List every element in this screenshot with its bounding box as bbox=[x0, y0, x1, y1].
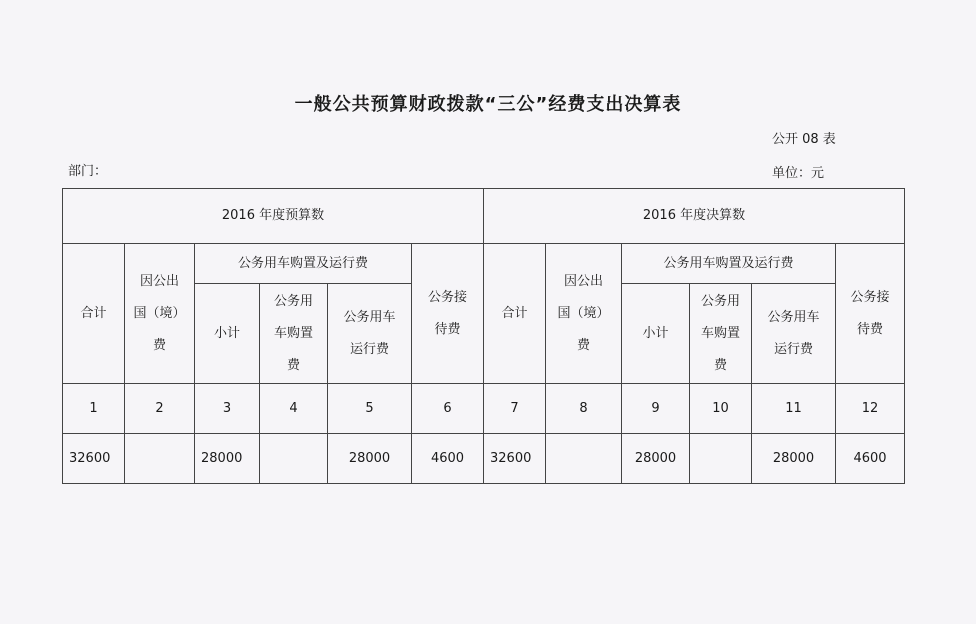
budget-col-reception bbox=[412, 244, 484, 384]
header-line: 运行费 bbox=[773, 341, 813, 357]
value-cell bbox=[125, 434, 195, 484]
actual-col-vehicle-purchase bbox=[690, 284, 752, 384]
header-line: 费 bbox=[286, 357, 300, 373]
budget-col-total: 合计 bbox=[63, 244, 125, 384]
budget-year-header: 2016 年度预算数 bbox=[63, 189, 484, 244]
header-line: 费 bbox=[713, 357, 727, 373]
column-number: 8 bbox=[546, 384, 622, 434]
column-number: 9 bbox=[622, 384, 690, 434]
value-cell: 28000 bbox=[752, 434, 836, 484]
column-number-row bbox=[63, 384, 905, 434]
header-line: 费 bbox=[576, 337, 590, 353]
column-number: 7 bbox=[484, 384, 546, 434]
department-label: 部门： bbox=[68, 164, 108, 179]
data-row bbox=[63, 434, 905, 484]
form-code: 公开 08 表 bbox=[772, 132, 836, 147]
header-line: 公务用 bbox=[273, 293, 313, 309]
actual-year-header: 2016 年度决算数 bbox=[484, 189, 905, 244]
column-number: 12 bbox=[836, 384, 905, 434]
value-cell: 4600 bbox=[836, 434, 905, 484]
header-line: 待费 bbox=[856, 321, 883, 337]
header-line: 因公出 bbox=[139, 273, 179, 289]
budget-col-vehicle-purchase bbox=[260, 284, 328, 384]
header-line: 费 bbox=[152, 337, 166, 353]
value-cell bbox=[546, 434, 622, 484]
value-cell: 4600 bbox=[412, 434, 484, 484]
value-cell: 28000 bbox=[622, 434, 690, 484]
actual-col-abroad bbox=[546, 244, 622, 384]
header-line: 待费 bbox=[434, 321, 461, 337]
header-line: 公务用 bbox=[700, 293, 740, 309]
column-number: 1 bbox=[63, 384, 125, 434]
header-line: 公务用车 bbox=[767, 309, 820, 325]
unit-label: 单位：元 bbox=[772, 166, 825, 181]
value-cell: 28000 bbox=[328, 434, 412, 484]
expense-table bbox=[62, 188, 905, 484]
budget-col-subtotal: 小计 bbox=[195, 284, 260, 384]
column-number: 2 bbox=[125, 384, 195, 434]
column-number: 11 bbox=[752, 384, 836, 434]
header-line: 国（境） bbox=[557, 305, 610, 321]
value-cell: 32600 bbox=[484, 434, 546, 484]
header-line: 国（境） bbox=[133, 305, 186, 321]
budget-col-abroad bbox=[125, 244, 195, 384]
column-number: 10 bbox=[690, 384, 752, 434]
actual-col-subtotal: 小计 bbox=[622, 284, 690, 384]
actual-col-reception bbox=[836, 244, 905, 384]
header-line: 公务接 bbox=[850, 289, 890, 305]
column-number: 3 bbox=[195, 384, 260, 434]
header-line: 公务用车 bbox=[343, 309, 396, 325]
header-line: 车购置 bbox=[700, 325, 740, 341]
value-cell: 28000 bbox=[195, 434, 260, 484]
header-line: 运行费 bbox=[349, 341, 389, 357]
column-number: 5 bbox=[328, 384, 412, 434]
budget-col-vehicle-operation bbox=[328, 284, 412, 384]
header-line: 因公出 bbox=[563, 273, 603, 289]
value-cell bbox=[690, 434, 752, 484]
header-line: 车购置 bbox=[273, 325, 313, 341]
value-cell bbox=[260, 434, 328, 484]
value-cell: 32600 bbox=[63, 434, 125, 484]
budget-col-vehicle-group: 公务用车购置及运行费 bbox=[195, 244, 412, 284]
actual-col-vehicle-operation bbox=[752, 284, 836, 384]
actual-col-total: 合计 bbox=[484, 244, 546, 384]
actual-col-vehicle-group: 公务用车购置及运行费 bbox=[622, 244, 836, 284]
column-number: 4 bbox=[260, 384, 328, 434]
page-title: 一般公共预算财政拨款“三公”经费支出决算表 bbox=[294, 94, 682, 115]
header-line: 公务接 bbox=[427, 289, 467, 305]
column-number: 6 bbox=[412, 384, 484, 434]
